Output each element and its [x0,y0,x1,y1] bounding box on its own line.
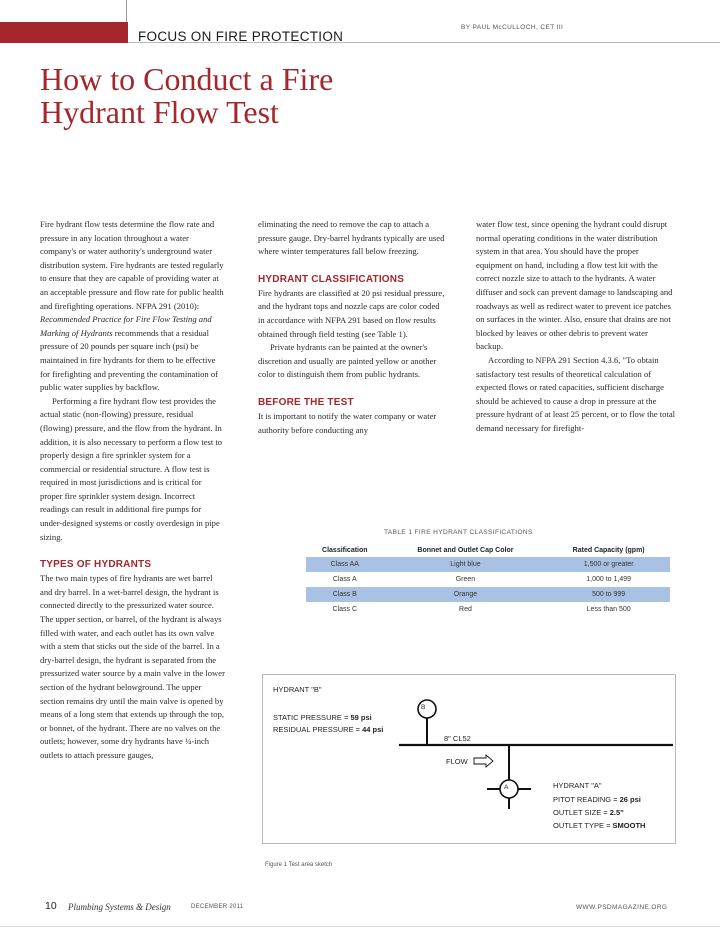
column-1 [40,218,225,763]
table-header-row [306,543,670,557]
table-cell: Green [455,576,476,583]
node-b-letter: B [421,704,426,711]
figure-caption: Figure 1 Test area sketch [265,862,333,868]
outlet-size-label: OUTLET SIZE = [553,808,610,817]
paragraph: Performing a fire hydrant flow test provides the actual static (non-flowing) pressure, residual (flowing) pressure, and the flow from the hydrant. In addition, it is also necessary to perform a flow test to properly design a fire sprinkler system for a commercial or residential structure. A flow test is required in most jurisdictions and is critical for proper fire sprinkler system design. Incorrect readings can result in additional fire pumps for under-designed systems or costly overdesign in pipe sizing. [40,395,223,542]
flow-arrow-icon [474,755,493,767]
classification-table [306,543,670,617]
test-area-sketch [262,674,676,844]
outlet-size-value: 2.5" [609,808,624,817]
node-a-letter: A [504,784,509,791]
author-byline: BY PAUL McCULLOCH, CET III [461,24,564,31]
heading-types-of-hydrants: TYPES OF HYDRANTS [40,559,152,571]
article-title [40,63,460,129]
paragraph: water flow test, since opening the hydrant could disrupt normal operating conditions in the water distribution system in that area. You should have the proper equipment on hand, including a flow test kit with the correct nozzle size to attach to the hydrants. A water diffuser and sock can prevent damage to landscaping and roadways as well as redirect water to prevent ice patches on surfaces in the winter. Also, ensure that drains are not blocked by leaves or other debris to prevent water backup. [476,219,673,352]
pitot-reading-readout [553,795,641,804]
title-line-1: How to Conduct a Fire [40,61,334,97]
table-cell: Class AA [306,557,384,572]
heading-hydrant-classifications: HYDRANT CLASSIFICATIONS [258,273,405,285]
hydrant-a-label: HYDRANT "A" [553,781,602,790]
residual-pressure-value: 44 psi [362,725,384,734]
column-3 [476,218,676,436]
table-cell: 1,000 to 1,499 [586,576,632,583]
magazine-url: WWW.PSDMAGAZINE.ORG [576,904,668,911]
section-label: FOCUS ON FIRE PROTECTION [138,29,344,44]
table-cell: Less than 500 [586,606,631,613]
title-line-2: Hydrant Flow Test [40,94,279,130]
table-cell: Class C [332,606,358,613]
citation-title: Recommended Practice for Fire Flow Testing and Marking of Hydrants [40,314,212,338]
outlet-type-value: SMOOTH [612,821,646,830]
issue-date: DECEMBER 2011 [191,904,244,910]
table-cell: Orange [384,587,548,602]
footer-rule [0,926,720,927]
text-run: recommends that a residual pressure of 20 pounds per square inch (psi) be maintained in fire hydrants for them to be effective for firefighting and preventing the contamination of public water supplies by backflow. [40,327,219,393]
table-row [306,587,670,602]
static-pressure-value: 59 psi [350,713,372,722]
paragraph [40,218,225,395]
static-pressure-label: STATIC PRESSURE = [273,713,351,722]
residual-pressure-readout [273,725,383,734]
page-number: 10 [45,900,57,912]
paragraph: The two main types of fire hydrants are wet barrel and dry barrel. In a wet-barrel design, the hydrant is connected directly to the pressurized water source. The upper section, or barrel, of the hydrant is always filled with water, and each outlet has its own valve with a stem that sticks out the side of the barrel. In a dry-barrel design, the hydrant is separated from the pressurized water source by a main valve in the lower section of the hydrant belowground. The upper section remains dry until the main valve is opened by means of a long stem that extends up through the top, or bonnet, of the hydrant. There are no valves on the outlets; however, some dry hydrants have ¼-inch outlets to attach pressure gauges, [40,573,225,760]
table-cell: 500 to 999 [547,587,670,602]
paragraph: It is important to notify the water company or water authority before conducting any [258,410,437,435]
section-color-bar [0,22,128,43]
magazine-name: Plumbing Systems & Design [68,902,171,912]
pipe-network-drawing [263,675,677,845]
outlet-type-readout [553,821,645,830]
table-cell: Class A [332,576,357,583]
table-cell: Light blue [384,557,548,572]
paragraph: According to NFPA 291 Section 4.3.6, "To obtain satisfactory test results of theoretical calculation of expected flows or rated capacities, sufficient discharge should be achieved to cause a drop in pressure at the pressure hydrant of at least 25 percent, or to flow the total demand necessary for firefight- [476,354,676,433]
paragraph: eliminating the need to remove the cap to attach a pressure gauge. Dry-barrel hydrants typically are used where winter temperatures fall below freezing. [258,219,445,257]
table-cell: Class B [306,587,384,602]
hydrant-a-symbol [500,780,518,798]
outlet-size-readout [553,808,624,817]
paragraph: Fire hydrants are classified at 20 psi residual pressure, and the hydrant tops and nozzle caps are color coded in accordance with NFPA 291 based on flow results obtained through field testing (see Table 1). [258,287,445,339]
text-run: Fire hydrant flow tests determine the flow rate and pressure in any location throughout a water company's or water authority's underground water distribution system. Fire hydrants are tested regularly to ensure that they are capable of providing water at an acceptable pressure and flow rate for public health and firefighting operations. NFPA 291 (2010): [40,219,224,311]
column-2 [258,218,446,437]
table-title: TABLE 1 FIRE HYDRANT CLASSIFICATIONS [384,529,533,536]
table-header-cell: Classification [322,546,368,554]
table-row [306,572,670,587]
pitot-reading-label: PITOT READING = [553,795,620,804]
table-header-cell: Rated Capacity (gpm) [572,546,645,554]
pipe-size-label: 8" CL52 [444,734,471,743]
hydrant-b-label: HYDRANT "B" [273,685,322,694]
table-cell: 1,500 or greater [547,557,670,572]
flow-label: FLOW [446,757,468,766]
table-cell: Red [459,606,472,613]
outlet-type-label: OUTLET TYPE = [553,821,613,830]
top-rule-tick [126,0,127,22]
paragraph: Private hydrants can be painted at the owner's discretion and usually are painted yellow or another color to distinguish them from public hydrants. [258,342,437,380]
pitot-reading-value: 26 psi [619,795,641,804]
table-header-cell: Bonnet and Outlet Cap Color [417,546,514,554]
residual-pressure-label: RESIDUAL PRESSURE = [273,725,363,734]
heading-before-the-test: BEFORE THE TEST [258,396,354,408]
table-row [306,557,670,572]
table-row [306,602,670,617]
static-pressure-readout [273,713,372,722]
